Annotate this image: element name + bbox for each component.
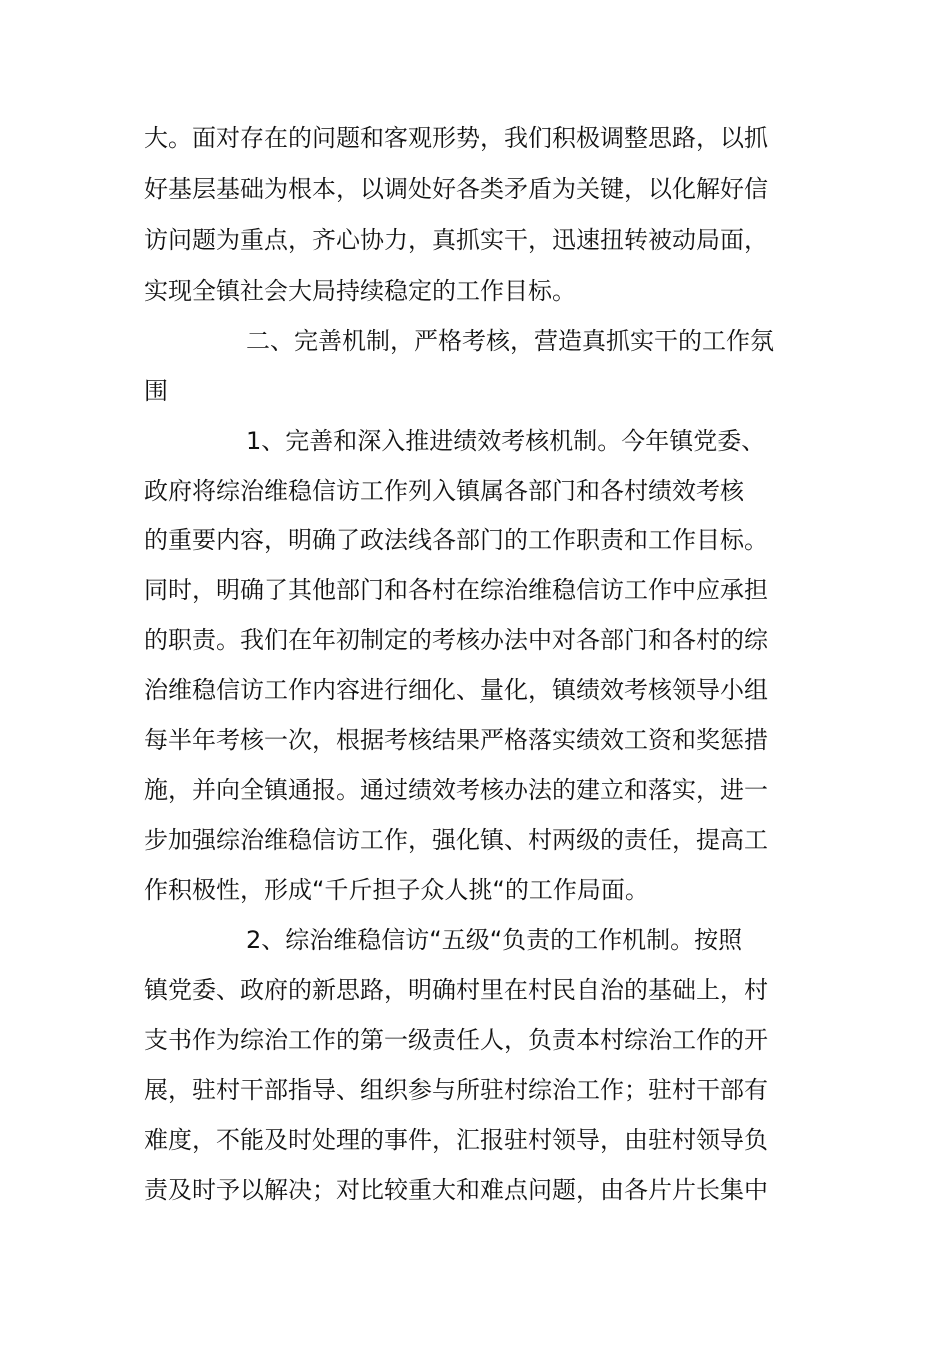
text-line: 治维稳信访工作内容进行细化、量化，镇绩效考核领导小组 [144, 676, 768, 704]
text-line: 大。面对存在的问题和客观形势，我们积极调整思路，以抓 [144, 124, 768, 152]
text-line: 作积极性，形成“千斤担子众人挑“的工作局面。 [144, 876, 649, 904]
section-heading: 二、完善机制，严格考核，营造真抓实干的工作氛 [246, 327, 774, 355]
paragraph-heading: 2、综治维稳信访“五级“负责的工作机制。按照 [246, 926, 743, 954]
text-line: 好基层基础为根本，以调处好各类矛盾为关键，以化解好信 [144, 175, 768, 203]
paragraph-heading: 1、完善和深入推进绩效考核机制。今年镇党委、 [246, 427, 766, 455]
text-line: 政府将综治维稳信访工作列入镇属各部门和各村绩效考核 [144, 477, 744, 505]
text-line: 访问题为重点，齐心协力，真抓实干，迅速扭转被动局面， [144, 226, 768, 254]
text-line: 的职责。我们在年初制定的考核办法中对各部门和各村的综 [144, 626, 768, 654]
text-line: 难度，不能及时处理的事件，汇报驻村领导，由驻村领导负 [144, 1126, 768, 1154]
text-line: 的重要内容，明确了政法线各部门的工作职责和工作目标。 [144, 526, 768, 554]
text-line: 实现全镇社会大局持续稳定的工作目标。 [144, 277, 576, 305]
text-line: 每半年考核一次，根据考核结果严格落实绩效工资和奖惩措 [144, 726, 768, 754]
text-line: 同时，明确了其他部门和各村在综治维稳信访工作中应承担 [144, 576, 768, 604]
text-line: 步加强综治维稳信访工作，强化镇、村两级的责任，提高工 [144, 826, 768, 854]
text-line: 责及时予以解决；对比较重大和难点问题，由各片片长集中 [144, 1176, 768, 1204]
text-line: 镇党委、政府的新思路，明确村里在村民自治的基础上，村 [144, 976, 768, 1004]
text-line: 展，驻村干部指导、组织参与所驻村综治工作；驻村干部有 [144, 1076, 768, 1104]
text-line: 支书作为综治工作的第一级责任人，负责本村综治工作的开 [144, 1026, 768, 1054]
section-heading-continuation: 围 [144, 377, 168, 405]
text-line: 施，并向全镇通报。通过绩效考核办法的建立和落实，进一 [144, 776, 768, 804]
